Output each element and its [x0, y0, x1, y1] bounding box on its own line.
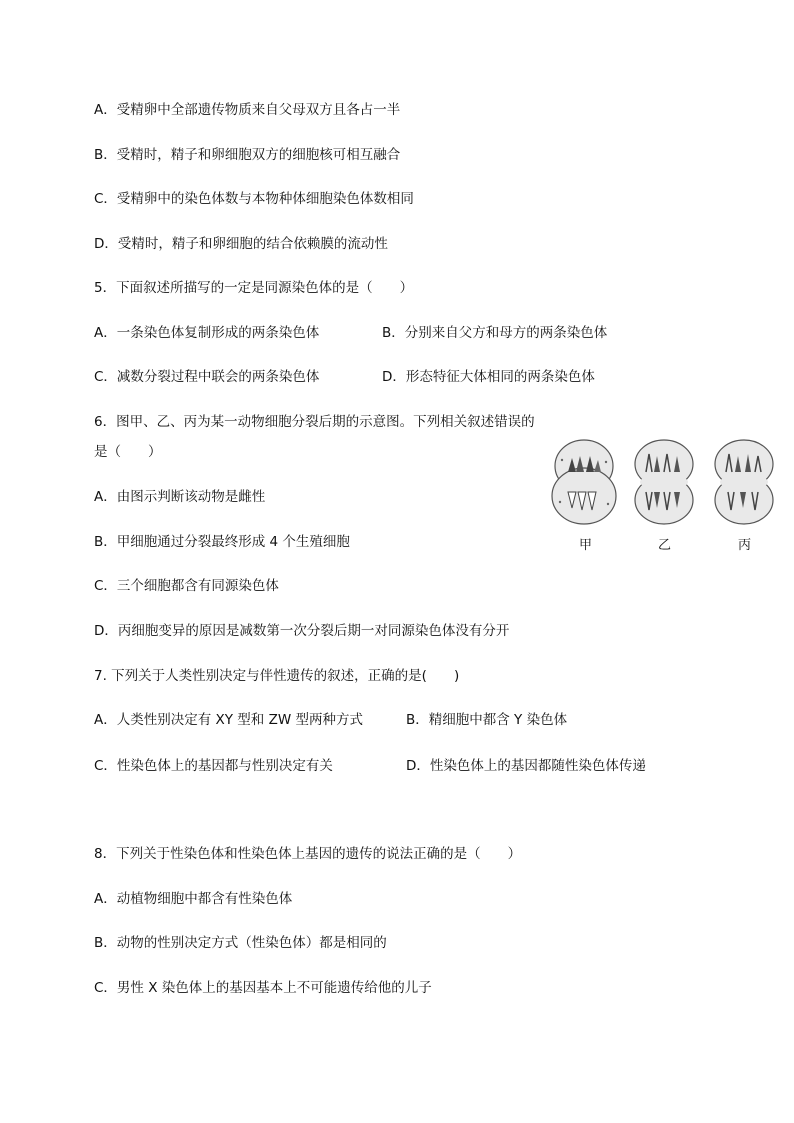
q5-stem: 5．下面叙述所描写的一定是同源染色体的是（ ）: [94, 280, 414, 296]
figure-label-bing: 丙: [738, 538, 752, 553]
q6-option-b: B．甲细胞通过分裂最终形成 4 个生殖细胞: [94, 534, 350, 550]
q6-stem-line2: 是（ ）: [94, 444, 162, 460]
q6-stem-line1: 6．图甲、乙、丙为某一动物细胞分裂后期的示意图。下列相关叙述错误的: [94, 414, 535, 430]
cell-diagrams: [548, 438, 784, 538]
q7-option-b: B．精细胞中都含 Y 染色体: [406, 712, 568, 728]
q8-option-c: C．男性 X 染色体上的基因基本上不可能遗传给他的儿子: [94, 980, 432, 996]
figure-label-jia: 甲: [579, 538, 593, 553]
q7-stem: 7. 下列关于人类性别决定与伴性遗传的叙述，正确的是( ): [94, 668, 460, 684]
q5-option-b: B．分别来自父方和母方的两条染色体: [382, 325, 608, 341]
q5-option-d: D．形态特征大体相同的两条染色体: [382, 369, 595, 385]
cell-jia: [552, 440, 616, 524]
q8-option-a: A．动植物细胞中都含有性染色体: [94, 891, 293, 907]
q6-option-d: D．丙细胞变异的原因是减数第一次分裂后期一对同源染色体没有分开: [94, 623, 510, 639]
q5-option-a: A．一条染色体复制形成的两条染色体: [94, 325, 320, 341]
q4-option-b: B．受精时，精子和卵细胞双方的细胞核可相互融合: [94, 147, 401, 163]
q7-option-c: C．性染色体上的基因都与性别决定有关: [94, 758, 333, 774]
q6-option-c: C．三个细胞都含有同源染色体: [94, 578, 279, 594]
q4-option-d: D．受精时，精子和卵细胞的结合依赖膜的流动性: [94, 236, 388, 252]
q7-option-a: A．人类性别决定有 XY 型和 ZW 型两种方式: [94, 712, 363, 728]
cell-bing: [715, 440, 773, 524]
q6-option-a: A．由图示判断该动物是雌性: [94, 489, 266, 505]
q8-stem: 8．下列关于性染色体和性染色体上基因的遗传的说法正确的是（ ）: [94, 846, 522, 862]
q8-option-b: B．动物的性别决定方式（性染色体）都是相同的: [94, 935, 387, 951]
cell-division-figure: [548, 438, 784, 554]
q7-option-d: D．性染色体上的基因都随性染色体传递: [406, 758, 646, 774]
q4-option-a: A．受精卵中全部遗传物质来自父母双方且各占一半: [94, 102, 401, 118]
figure-label-yi: 乙: [658, 538, 672, 553]
q4-option-c: C．受精卵中的染色体数与本物种体细胞染色体数相同: [94, 191, 414, 207]
cell-yi: [635, 440, 693, 524]
q5-option-c: C．减数分裂过程中联会的两条染色体: [94, 369, 320, 385]
